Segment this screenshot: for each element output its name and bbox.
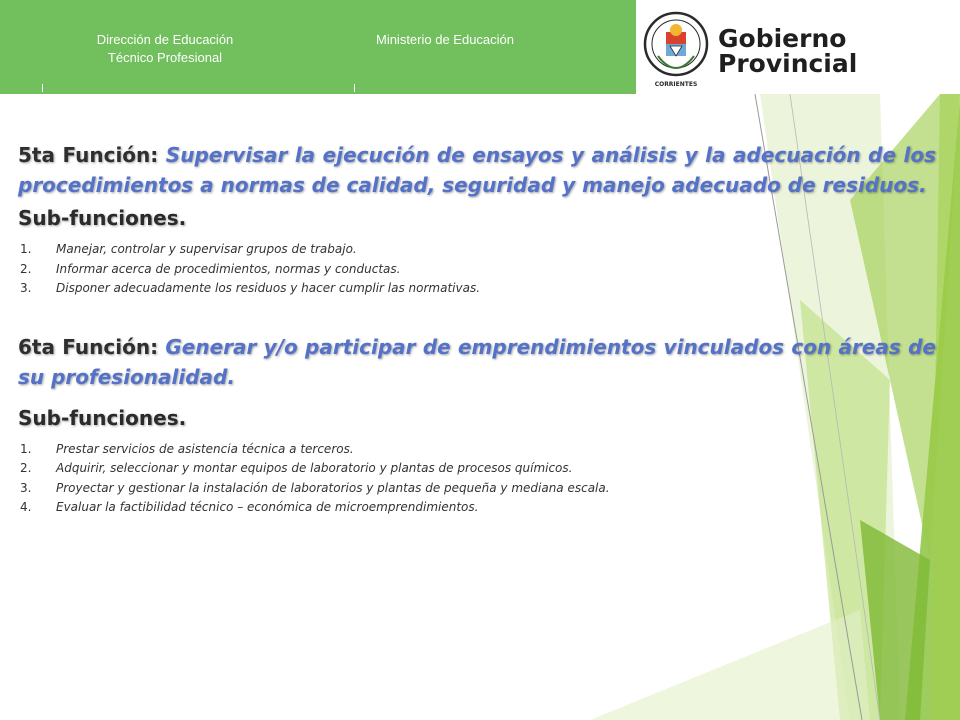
- function-5-subfunctions-title: Sub-funciones.: [18, 206, 187, 230]
- list-item-number: 2.: [20, 261, 32, 276]
- function-5-heading: [18, 140, 936, 200]
- corrientes-seal-icon: [636, 0, 716, 94]
- header-department-line1: Dirección de Educación: [96, 32, 234, 47]
- list-item-number: 1.: [20, 242, 32, 256]
- function-5-description: Supervisar la ejecución de ensayos y análisis y la adecuación de los procedimientos a normas de calidad, seguridad y manejo adecuado de residuos.: [18, 143, 937, 197]
- list-item: [18, 279, 936, 299]
- function-5-label: 5ta Función:: [18, 143, 159, 167]
- list-item: [18, 240, 936, 260]
- header-ministry: Ministerio de Educación: [375, 32, 515, 47]
- list-item-text: Adquirir, seleccionar y montar equipos de laboratorio y plantas de procesos químicos.: [56, 461, 573, 475]
- list-item: [18, 260, 936, 280]
- list-item-number: 3.: [20, 281, 32, 295]
- main-content: [18, 140, 936, 518]
- function-6-subfunctions-title: Sub-funciones.: [18, 405, 187, 430]
- header-department: [60, 31, 270, 67]
- function-6-heading: [18, 332, 936, 392]
- header-bar: [0, 0, 960, 94]
- list-item-number: 2.: [20, 461, 32, 475]
- list-item-text: Disponer adecuadamente los residuos y hacer cumplir las normativas.: [56, 281, 481, 295]
- header-department-line2: Técnico Profesional: [107, 50, 223, 65]
- list-item: [18, 459, 936, 479]
- function-6-subfunctions-list: [18, 440, 936, 518]
- function-5-subfunctions-list: [18, 240, 936, 299]
- function-6-description: Generar y/o participar de emprendimientos vinculados con áreas de su profesionalidad.: [18, 334, 936, 389]
- header-divider-left: [42, 84, 43, 92]
- list-item-number: 1.: [20, 441, 32, 456]
- seal-text: CORRIENTES: [654, 81, 698, 88]
- list-item-text: Proyectar y gestionar la instalación de laboratorios y plantas de pequeña y mediana escala.: [56, 480, 610, 495]
- header-divider-center: [354, 84, 355, 92]
- list-item-number: 4.: [20, 500, 32, 514]
- list-item-text: Informar acerca de procedimientos, normas y conductas.: [56, 261, 401, 276]
- logo-line1: Gobierno: [718, 24, 847, 53]
- list-item-number: 3.: [20, 480, 32, 495]
- logo-line2: Provincial: [718, 49, 858, 78]
- list-item-text: Manejar, controlar y supervisar grupos de trabajo.: [56, 242, 357, 256]
- logo-wordmark: [718, 26, 857, 76]
- list-item-text: Evaluar la factibilidad técnico – económica de microemprendimientos.: [56, 500, 479, 514]
- list-item-text: Prestar servicios de asistencia técnica a terceros.: [56, 441, 354, 456]
- list-item: [18, 440, 936, 460]
- function-6-label: 6ta Función:: [18, 334, 159, 359]
- list-item: [18, 479, 936, 499]
- list-item: [18, 498, 936, 518]
